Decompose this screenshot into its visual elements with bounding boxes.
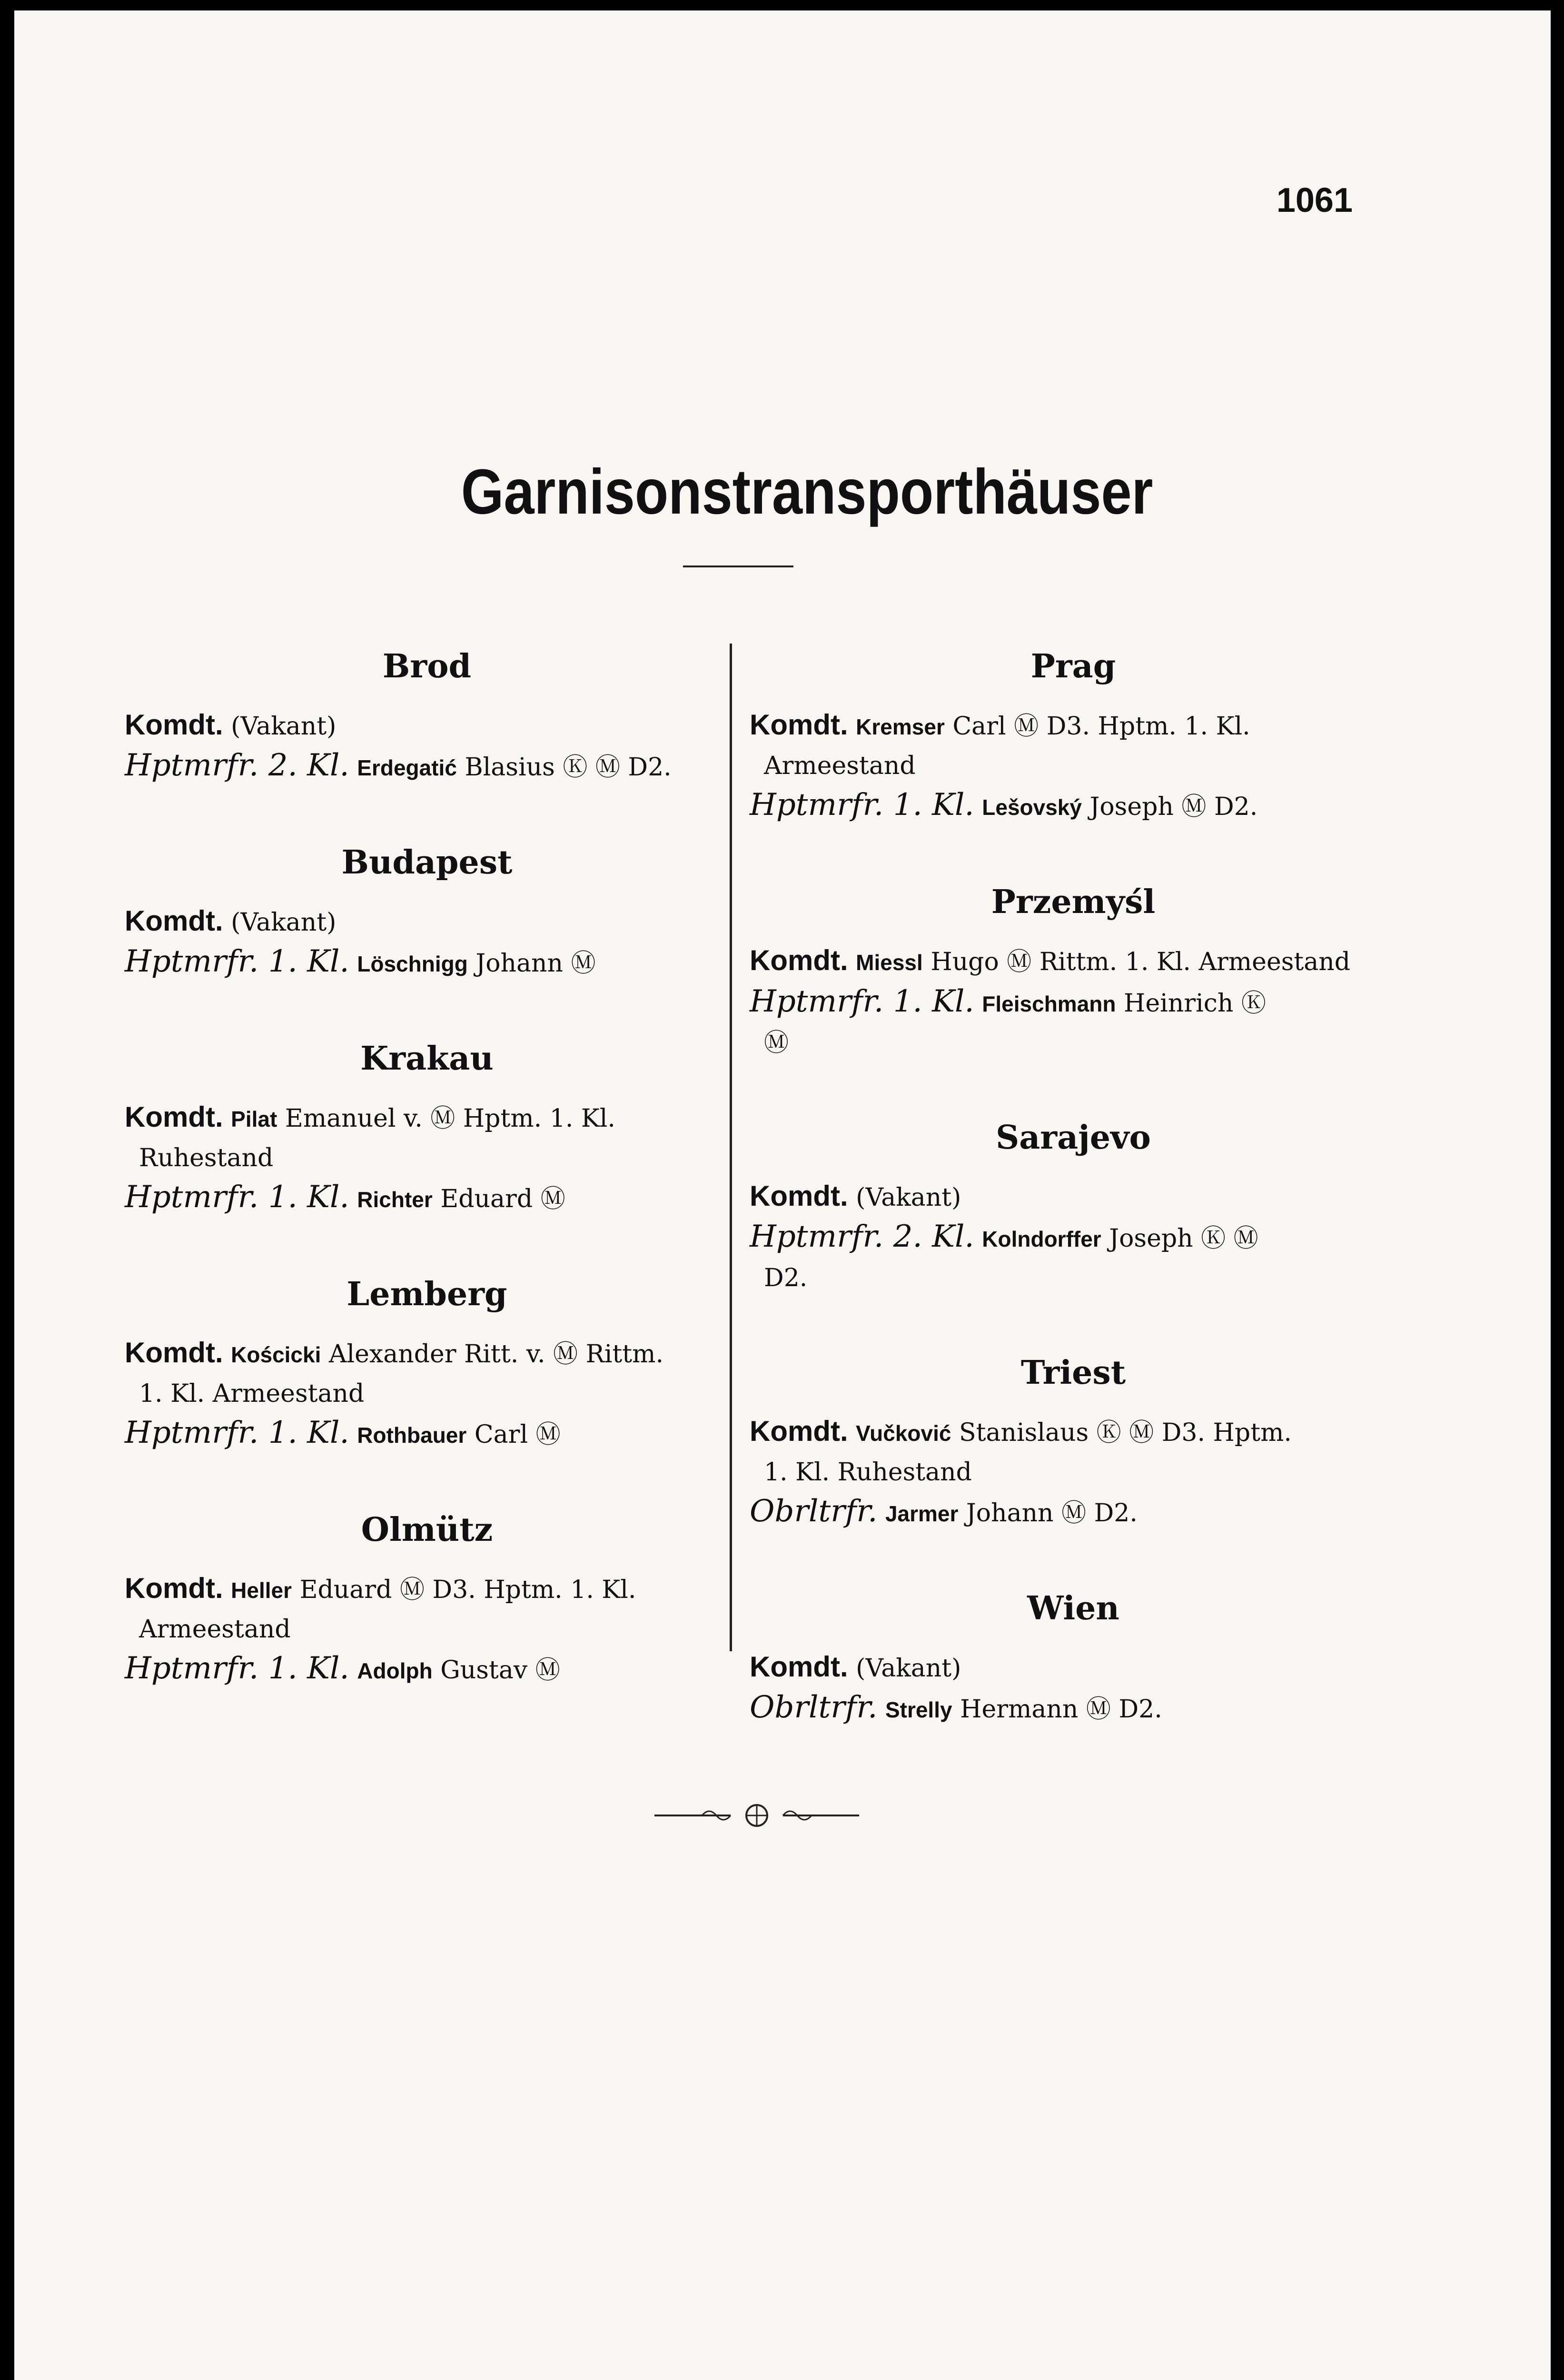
entry-continuation: Ⓜ: [764, 1029, 789, 1057]
entry-line: [750, 1492, 1397, 1533]
entry-text: Carl Ⓜ D3. Hptm. 1. Kl.: [952, 712, 1250, 741]
entry-line: [750, 746, 1397, 785]
garrison-section: [750, 1586, 1397, 1729]
section-heading: Krakau: [360, 1040, 494, 1078]
entry-line: [750, 941, 1397, 982]
entry-line: [125, 1098, 729, 1139]
garrison-section: [125, 1507, 729, 1690]
rank-label: Obrltrfr.: [750, 1494, 878, 1529]
surname: Vučković: [856, 1421, 951, 1446]
entry-text: Hermann Ⓜ D2.: [960, 1695, 1162, 1724]
entry-line: [125, 1178, 729, 1219]
entry-line: [750, 705, 1397, 746]
section-heading: Prag: [1030, 647, 1116, 685]
garrison-section: [125, 1036, 729, 1219]
entry-text: Eduard Ⓜ D3. Hptm. 1. Kl.: [299, 1576, 636, 1604]
entry-text: Carl Ⓜ: [474, 1420, 561, 1449]
surname: Richter: [357, 1187, 433, 1212]
entry-line: [125, 902, 729, 942]
entry-text: (Vakant): [856, 1183, 961, 1212]
surname: Kolndorffer: [982, 1227, 1101, 1251]
entry-text: Eduard Ⓜ: [440, 1185, 565, 1213]
section-heading: Wien: [1027, 1589, 1119, 1627]
entry-line: [125, 705, 729, 746]
surname: Rothbauer: [357, 1423, 467, 1448]
entry-text: Joseph Ⓚ Ⓜ: [1109, 1224, 1258, 1253]
entry-text: Stanislaus Ⓚ Ⓜ D3. Hptm.: [959, 1418, 1292, 1447]
surname: Heller: [231, 1578, 292, 1603]
rank-label: Hptmrfr. 1. Kl.: [125, 944, 349, 979]
entry-line: [750, 1647, 1397, 1688]
section-heading: Lemberg: [346, 1275, 507, 1313]
entry-continuation: 1. Kl. Ruhestand: [764, 1458, 972, 1487]
surname: Erdegatić: [357, 755, 457, 780]
section-heading: Olmütz: [361, 1511, 493, 1549]
entry-continuation: Armeestand: [139, 1615, 291, 1644]
entry-line: [750, 1688, 1397, 1729]
entry-text: Hugo Ⓜ Rittm. 1. Kl. Armeestand: [930, 948, 1351, 976]
entry-text: (Vakant): [231, 908, 337, 937]
garrison-section: [125, 644, 729, 787]
entry-text: Johann Ⓜ D2.: [966, 1499, 1138, 1527]
role-label: Komdt.: [125, 905, 223, 937]
entry-line: [750, 1217, 1397, 1259]
garrison-section: [750, 879, 1397, 1062]
role-label: Komdt.: [750, 1651, 848, 1683]
garrison-section: [750, 1350, 1397, 1533]
garrison-section: [750, 644, 1397, 827]
section-heading: Triest: [1020, 1354, 1126, 1392]
surname: Miessl: [856, 950, 923, 975]
garrison-section: [750, 1115, 1397, 1298]
entry-line: [750, 1412, 1397, 1453]
rank-label: Hptmrfr. 1. Kl.: [125, 1651, 349, 1686]
surname: Kremser: [856, 714, 945, 739]
entry-continuation: 1. Kl. Armeestand: [139, 1379, 365, 1408]
rank-label: Hptmrfr. 1. Kl.: [125, 1415, 349, 1450]
rank-label: Hptmrfr. 2. Kl.: [125, 748, 349, 783]
entry-text: Gustav Ⓜ: [440, 1656, 560, 1685]
entry-continuation: D2.: [764, 1264, 808, 1292]
rank-label: Obrltrfr.: [750, 1690, 878, 1725]
entry-text: Johann Ⓜ: [475, 949, 596, 978]
entry-line: [750, 982, 1397, 1023]
entry-text: Emanuel v. Ⓜ Hptm. 1. Kl.: [285, 1104, 615, 1133]
role-label: Komdt.: [750, 1180, 848, 1212]
garrison-section: [125, 1271, 729, 1455]
entry-text: Alexander Ritt. v. Ⓜ Rittm.: [328, 1340, 663, 1368]
entry-text: Joseph Ⓜ D2.: [1089, 793, 1258, 821]
rank-label: Hptmrfr. 1. Kl.: [750, 787, 974, 823]
surname: Adolph: [357, 1658, 433, 1683]
surname: Pilat: [231, 1107, 277, 1131]
entry-line: [125, 1649, 729, 1690]
role-label: Komdt.: [125, 1572, 223, 1604]
role-label: Komdt.: [125, 1101, 223, 1133]
entry-line: [125, 746, 729, 787]
surname: Lešovský: [982, 795, 1082, 820]
entry-line: [750, 785, 1397, 827]
surname: Jarmer: [885, 1501, 959, 1526]
left-column: [125, 644, 729, 1743]
entry-line: [125, 942, 729, 983]
entry-continuation: Ruhestand: [139, 1144, 274, 1172]
rank-label: Hptmrfr. 1. Kl.: [125, 1180, 349, 1215]
entry-line: [125, 1374, 729, 1413]
rank-label: Hptmrfr. 1. Kl.: [750, 984, 974, 1019]
end-ornament-icon: [654, 1801, 859, 1830]
surname: Fleischmann: [982, 992, 1116, 1016]
role-label: Komdt.: [750, 1415, 848, 1447]
entry-line: [125, 1139, 729, 1178]
entry-text: (Vakant): [856, 1654, 961, 1683]
entry-line: [125, 1333, 729, 1374]
entry-line: [750, 1259, 1397, 1298]
entry-line: [125, 1610, 729, 1649]
entry-line: [750, 1453, 1397, 1492]
book-page: [14, 10, 1551, 2380]
title-rule: [683, 565, 793, 567]
surname: Kościcki: [231, 1342, 321, 1367]
entry-line: [750, 1023, 1397, 1062]
section-heading: Sarajevo: [996, 1119, 1151, 1157]
role-label: Komdt.: [750, 944, 848, 976]
page-number: 1061: [1276, 181, 1353, 219]
entry-text: Blasius Ⓚ Ⓜ D2.: [465, 753, 672, 782]
surname: Strelly: [885, 1697, 952, 1722]
garrison-section: [125, 840, 729, 983]
entry-continuation: Armeestand: [764, 752, 916, 780]
section-heading: Budapest: [341, 843, 513, 882]
right-column: [750, 644, 1397, 1782]
entry-line: [750, 1177, 1397, 1217]
page-title: Garnisonstransporthäuser: [461, 456, 1153, 527]
section-heading: Brod: [382, 647, 472, 685]
role-label: Komdt.: [125, 709, 223, 741]
entry-text: (Vakant): [231, 712, 337, 741]
role-label: Komdt.: [750, 709, 848, 741]
surname: Löschnigg: [357, 952, 468, 976]
column-divider: [730, 644, 732, 1651]
section-heading: Przemyśl: [991, 883, 1156, 921]
role-label: Komdt.: [125, 1337, 223, 1368]
entry-line: [125, 1413, 729, 1455]
entry-line: [125, 1569, 729, 1610]
entry-text: Heinrich Ⓚ: [1124, 989, 1266, 1018]
rank-label: Hptmrfr. 2. Kl.: [750, 1219, 974, 1254]
